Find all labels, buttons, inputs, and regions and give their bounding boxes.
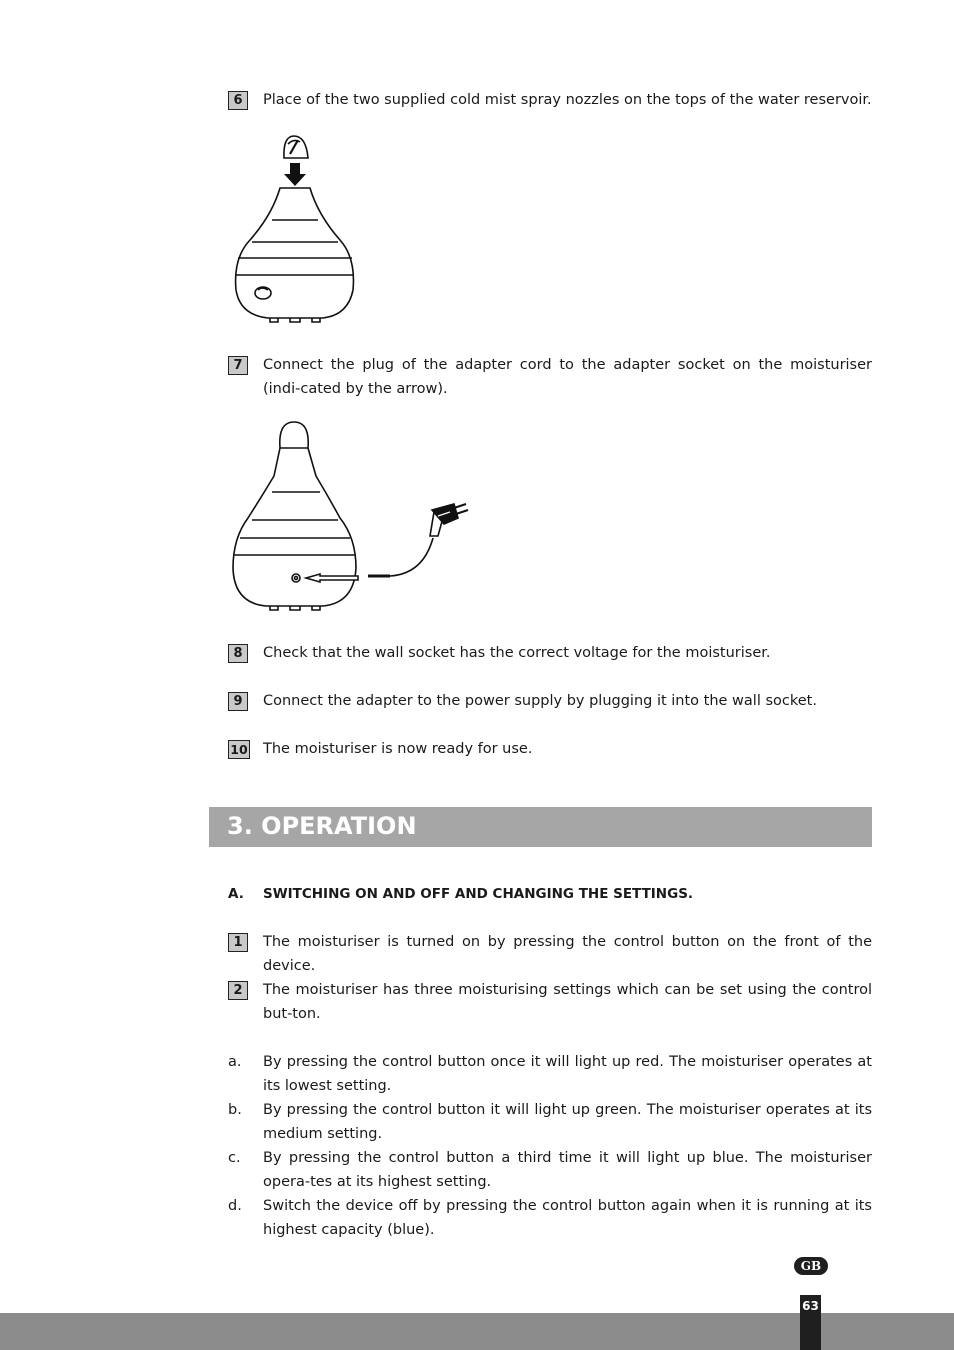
subsection-title: SWITCHING ON AND OFF AND CHANGING THE SETTINGS. (263, 886, 694, 902)
step-number: 8 (228, 644, 248, 663)
list-text: Switch the device off by pressing the control button again when it is running at its highest capacity (blue). (263, 1198, 872, 1238)
step-text: Connect the adapter to the power supply by plugging it into the wall socket. (263, 693, 817, 709)
subsection-letter: A. (228, 886, 244, 902)
list-text: By pressing the control button once it will light up red. The moisturiser operates at its lowest setting. (263, 1054, 872, 1094)
step-number: 10 (228, 740, 250, 759)
list-label: b. (228, 1102, 242, 1118)
step-text: Check that the wall socket has the correct voltage for the moisturiser. (263, 645, 771, 661)
step-text: The moisturiser is now ready for use. (263, 741, 533, 757)
step-text: Connect the plug of the adapter cord to the adapter socket on the moisturiser (indi-cated by the arrow). (263, 357, 872, 397)
step-number: 1 (228, 933, 248, 952)
humidifier-adapter-icon (228, 418, 473, 613)
step-text: Place of the two supplied cold mist spray nozzles on the tops of the water reservoir. (263, 92, 872, 108)
list-text: By pressing the control button a third time it will light up blue. The moisturiser opera-tes at its highest setting. (263, 1150, 872, 1190)
step-number: 7 (228, 356, 248, 375)
list-label: a. (228, 1054, 242, 1070)
section-title: 3. OPERATION (227, 812, 417, 840)
list-text: By pressing the control button it will light up green. The moisturiser operates at its medium setting. (263, 1102, 872, 1142)
step-number: 6 (228, 91, 248, 110)
section-banner (209, 807, 872, 847)
step-number: 2 (228, 981, 248, 1000)
list-label: d. (228, 1198, 242, 1214)
language-badge: GB (794, 1257, 828, 1275)
step-text: The moisturiser has three moisturising settings which can be set using the control but-ton. (263, 982, 872, 1022)
list-label: c. (228, 1150, 241, 1166)
page-number: 63 (800, 1295, 821, 1350)
step-text: The moisturiser is turned on by pressing the control button on the front of the device. (263, 934, 872, 974)
step-number: 9 (228, 692, 248, 711)
humidifier-nozzle-icon (228, 130, 363, 325)
